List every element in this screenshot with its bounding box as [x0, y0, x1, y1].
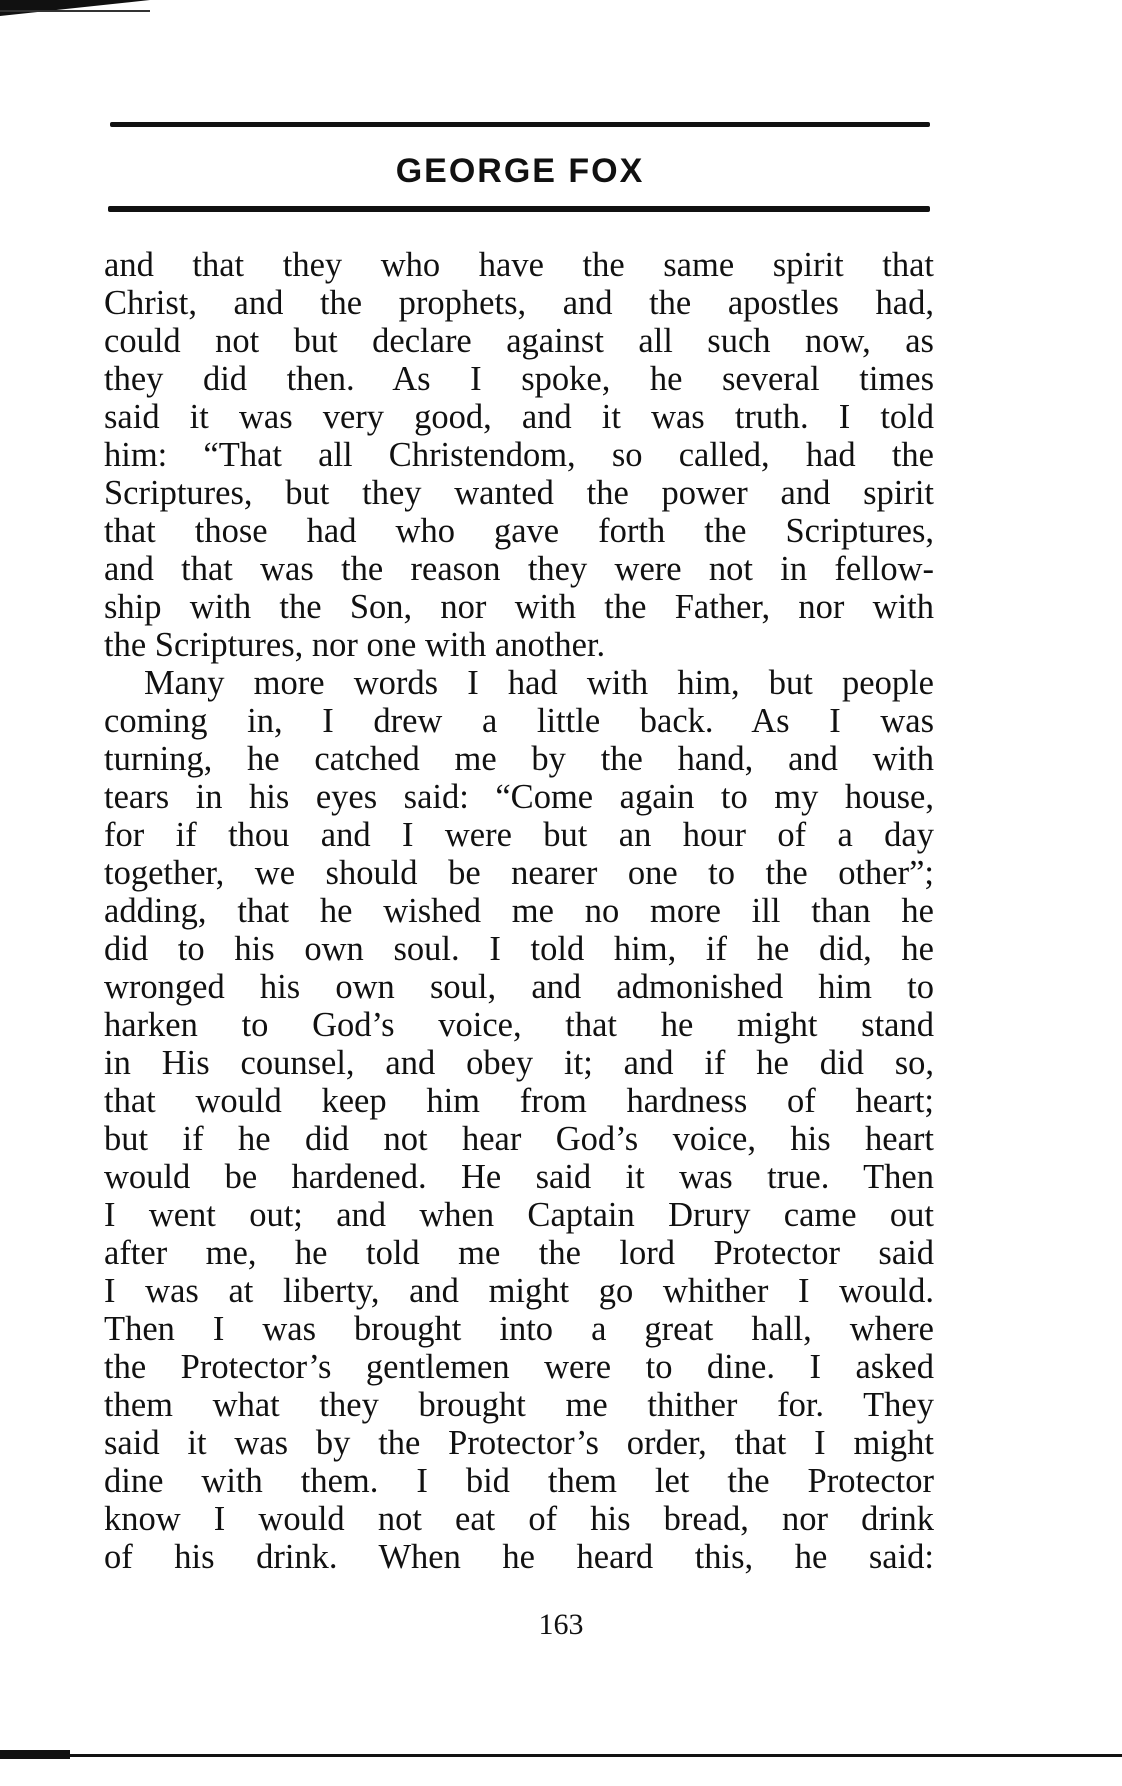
text-line: Many more words I had with him, but people [144, 664, 934, 702]
text-line: did to his own soul. I told him, if he did, he [104, 930, 934, 968]
scan-corner-mark [0, 0, 150, 16]
header-rule-top [110, 122, 930, 127]
text-line: of his drink. When he heard this, he said: [104, 1538, 934, 1576]
header-rule-bottom [108, 206, 930, 212]
running-head: GEORGE FOX [395, 152, 645, 190]
text-line: dine with them. I bid them let the Protector [104, 1462, 934, 1500]
text-line: said it was by the Protector’s order, that I might [104, 1424, 934, 1462]
text-line: they did then. As I spoke, he several times [104, 360, 934, 398]
text-line: and that was the reason they were not in fellow- [104, 550, 934, 588]
text-line: Then I was brought into a great hall, where [104, 1310, 934, 1348]
text-line: said it was very good, and it was truth. I told [104, 398, 934, 436]
text-line: Christ, and the prophets, and the apostles had, [104, 284, 934, 322]
body-text [104, 246, 934, 1576]
text-line: that those had who gave forth the Scriptures, [104, 512, 934, 550]
text-line: after me, he told me the lord Protector said [104, 1234, 934, 1272]
text-line: the Scriptures, nor one with another. [104, 626, 606, 664]
text-line: could not but declare against all such now, as [104, 322, 934, 360]
footer-rule-mark [0, 1750, 70, 1759]
text-line: I went out; and when Captain Drury came out [104, 1196, 934, 1234]
text-line: in His counsel, and obey it; and if he did so, [104, 1044, 934, 1082]
text-line: wronged his own soul, and admonished him to [104, 968, 934, 1006]
text-line: adding, that he wished me no more ill than he [104, 892, 934, 930]
text-line: turning, he catched me by the hand, and with [104, 740, 934, 778]
text-line: Scriptures, but they wanted the power and spirit [104, 474, 934, 512]
scan-corner-line [0, 10, 150, 12]
text-line: the Protector’s gentlemen were to dine. I asked [104, 1348, 934, 1386]
text-line: and that they who have the same spirit that [104, 246, 934, 284]
footer-rule [0, 1754, 1122, 1757]
text-line: ship with the Son, nor with the Father, nor with [104, 588, 934, 626]
text-line: know I would not eat of his bread, nor drink [104, 1500, 934, 1538]
text-line: harken to God’s voice, that he might stand [104, 1006, 934, 1044]
text-line: tears in his eyes said: “Come again to my house, [104, 778, 934, 816]
text-line: coming in, I drew a little back. As I was [104, 702, 934, 740]
text-line: but if he did not hear God’s voice, his heart [104, 1120, 934, 1158]
text-line: them what they brought me thither for. They [104, 1386, 934, 1424]
text-line: together, we should be nearer one to the other”; [104, 854, 934, 892]
text-line: would be hardened. He said it was true. Then [104, 1158, 934, 1196]
text-line: that would keep him from hardness of heart; [104, 1082, 934, 1120]
text-line: for if thou and I were but an hour of a day [104, 816, 934, 854]
text-line: him: “That all Christendom, so called, had the [104, 436, 934, 474]
text-line: I was at liberty, and might go whither I would. [104, 1272, 934, 1310]
page-number: 163 [538, 1608, 584, 1641]
